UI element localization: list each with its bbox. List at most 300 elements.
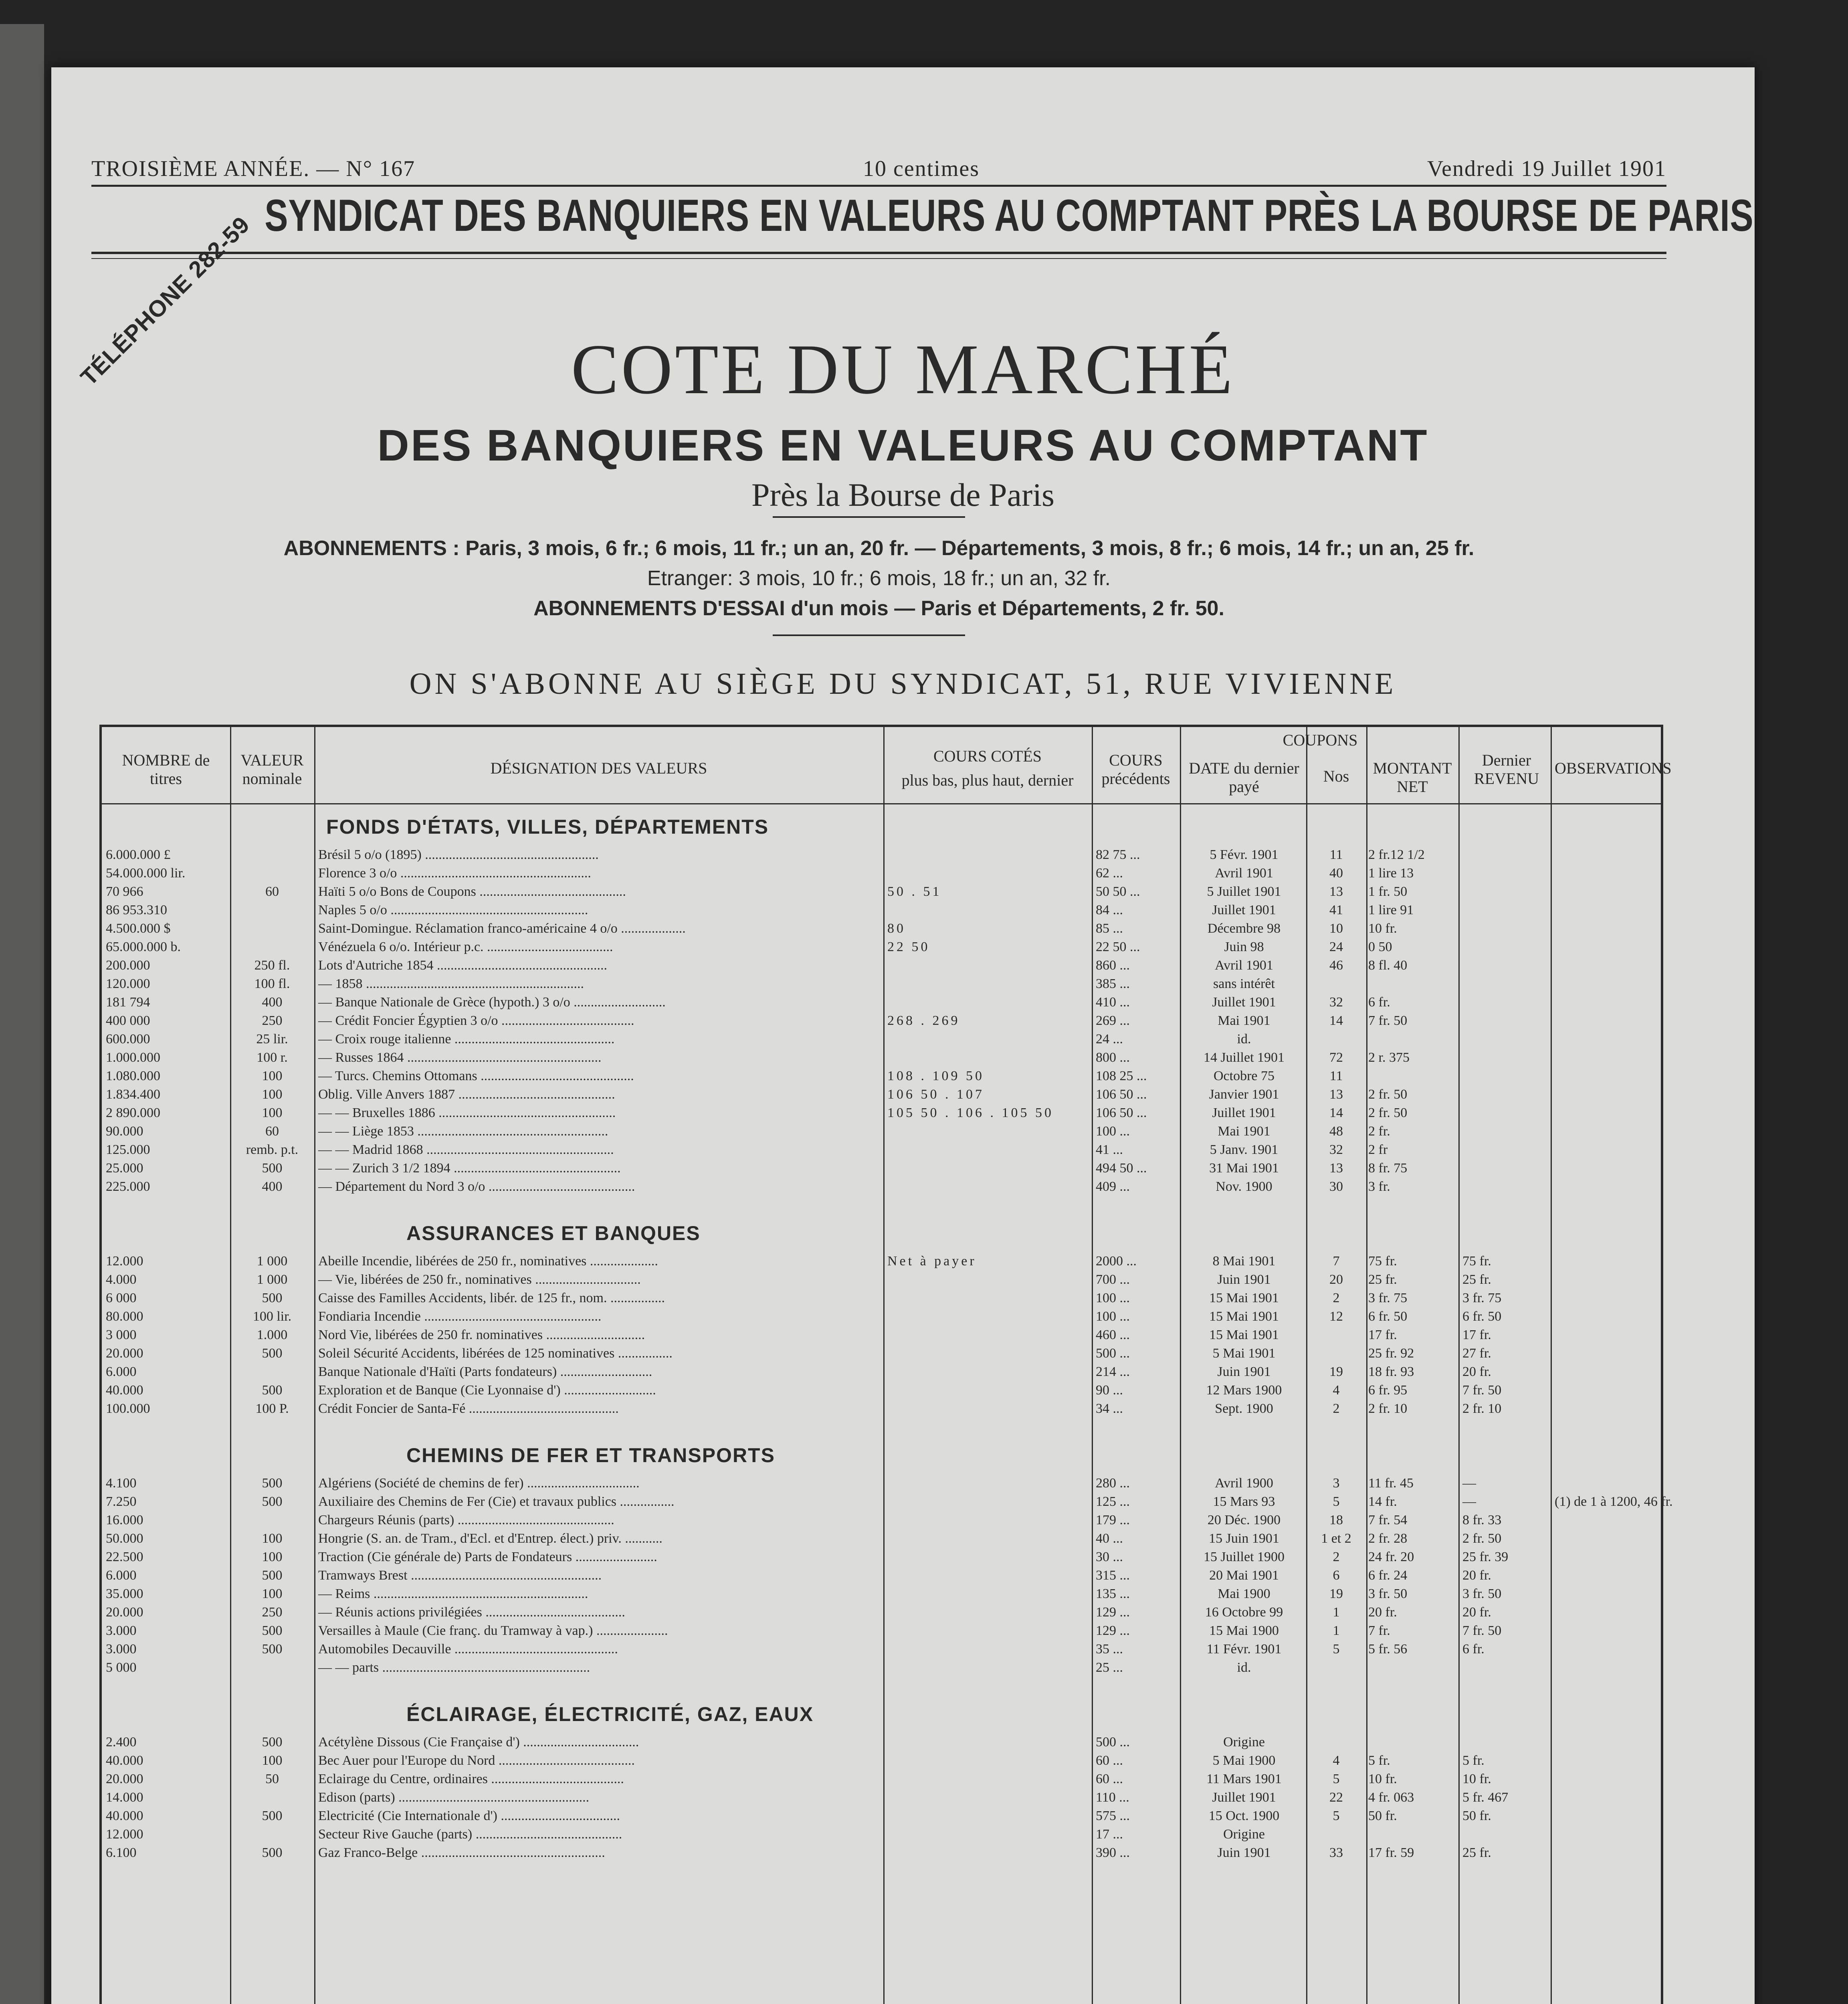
cell-d: — Banque Nationale de Grèce (hypoth.) 3 o/o ........................... xyxy=(318,995,666,1010)
cell-v: 100 xyxy=(262,1105,283,1120)
cell-n: 12.000 xyxy=(106,1827,143,1842)
cell-no: 2 xyxy=(1333,1549,1340,1564)
cell-n: 40.000 xyxy=(106,1383,143,1398)
cell-pr: 60 ... xyxy=(1096,1772,1123,1786)
cell-v: 500 xyxy=(262,1642,283,1657)
cell-mt: 0 50 xyxy=(1368,939,1392,954)
cell-d: Tramways Brest ........................................................ xyxy=(318,1568,602,1583)
col-coupons: COUPONS xyxy=(1282,731,1358,749)
table-row xyxy=(102,1032,1657,1047)
cell-no: 5 xyxy=(1333,1494,1340,1509)
cell-dt: Origine xyxy=(1223,1827,1265,1842)
cell-n: 4.100 xyxy=(106,1476,137,1491)
cell-no: 14 xyxy=(1329,1013,1343,1028)
cell-n: 4.500.000 $ xyxy=(106,921,171,936)
cell-v: 100 xyxy=(262,1549,283,1564)
cell-d: — Crédit Foncier Égyptien 3 o/o ....................................... xyxy=(318,1013,634,1028)
cell-no: 4 xyxy=(1333,1753,1340,1768)
cell-dt: 12 Mars 1900 xyxy=(1206,1383,1282,1398)
cell-n: 40.000 xyxy=(106,1808,143,1823)
cell-dt: Avril 1900 xyxy=(1215,1476,1273,1491)
cell-dt: 5 Mai 1900 xyxy=(1212,1753,1276,1768)
cell-rv: 20 fr. xyxy=(1462,1364,1491,1379)
price: 10 centimes xyxy=(863,156,980,181)
table-row xyxy=(102,903,1657,918)
cell-no: 19 xyxy=(1329,1364,1343,1379)
cell-mt: 2 r. 375 xyxy=(1368,1050,1410,1065)
cell-n: 181 794 xyxy=(106,995,150,1010)
cell-d: Saint-Domingue. Réclamation franco-américaine 4 o/o ................... xyxy=(318,921,686,936)
cell-n: 3.000 xyxy=(106,1642,137,1657)
cell-pr: 129 ... xyxy=(1096,1623,1130,1638)
cell-no: 5 xyxy=(1333,1808,1340,1823)
cell-mt: 4 fr. 063 xyxy=(1368,1790,1414,1805)
cell-mt: 3 fr. xyxy=(1368,1179,1390,1194)
cell-ob: (1) de 1 à 1200, 46 fr. xyxy=(1555,1494,1673,1509)
cell-rv: — xyxy=(1462,1476,1476,1491)
cell-mt: 6 fr. 95 xyxy=(1368,1383,1408,1398)
cell-n: 20.000 xyxy=(106,1605,143,1620)
cell-v: 100 P. xyxy=(255,1401,289,1416)
cell-co: 105 50 . 106 . 105 50 xyxy=(887,1105,1054,1120)
cell-n: 25.000 xyxy=(106,1161,143,1176)
cell-pr: 280 ... xyxy=(1096,1476,1130,1491)
cell-dt: 5 Janv. 1901 xyxy=(1210,1142,1278,1157)
cell-v: 1 000 xyxy=(256,1272,288,1287)
cell-mt: 50 fr. xyxy=(1368,1808,1397,1823)
cell-mt: 3 fr. 75 xyxy=(1368,1291,1408,1305)
cell-pr: 125 ... xyxy=(1096,1494,1130,1509)
cell-dt: Mai 1901 xyxy=(1218,1124,1270,1139)
page-edge xyxy=(0,24,44,2004)
page-subtitle: DES BANQUIERS EN VALEURS AU COMPTANT xyxy=(377,421,1429,470)
cell-n: 1.000.000 xyxy=(106,1050,160,1065)
cell-mt: 17 fr. 59 xyxy=(1368,1845,1414,1860)
cell-dt: 31 Mai 1901 xyxy=(1209,1161,1279,1176)
cell-d: Algériens (Société de chemins de fer) ................................. xyxy=(318,1476,640,1491)
cell-no: 5 xyxy=(1333,1772,1340,1786)
cell-dt: 14 Juillet 1901 xyxy=(1203,1050,1285,1065)
cell-d: Banque Nationale d'Haïti (Parts fondateurs) ........................... xyxy=(318,1364,652,1379)
cell-d: Lots d'Autriche 1854 .................................................. xyxy=(318,958,608,973)
cell-pr: 100 ... xyxy=(1096,1124,1130,1139)
cell-rv: 3 fr. 50 xyxy=(1462,1586,1502,1601)
cell-d: Florence 3 o/o ........................................................ xyxy=(318,866,591,881)
cell-v: 500 xyxy=(262,1845,283,1860)
abonnements-line-3: ABONNEMENTS D'ESSAI d'un mois — Paris et Départements, 2 fr. 50. xyxy=(533,597,1224,620)
cell-pr: 110 ... xyxy=(1096,1790,1129,1805)
cell-v: 500 xyxy=(262,1494,283,1509)
abonnements-line-1: ABONNEMENTS : Paris, 3 mois, 6 fr.; 6 mois, 11 fr.; un an, 20 fr. — Départements, 3 mois, 8 fr.; 6 mois, 14 fr.; un an, 25 fr. xyxy=(283,537,1474,560)
cell-no: 13 xyxy=(1329,1161,1343,1176)
cell-v: 400 xyxy=(262,995,283,1010)
title-rule xyxy=(773,516,965,518)
col-revenu: Dernier REVENU xyxy=(1474,751,1539,788)
cell-dt: 15 Oct. 1900 xyxy=(1208,1808,1280,1823)
cell-mt: 2 fr. 50 xyxy=(1368,1105,1408,1120)
col-designation: DÉSIGNATION DES VALEURS xyxy=(490,759,707,777)
cell-mt: 17 fr. xyxy=(1368,1327,1397,1342)
cell-v: 60 xyxy=(265,884,279,899)
cell-pr: 800 ... xyxy=(1096,1050,1130,1065)
cell-pr: 60 ... xyxy=(1096,1753,1123,1768)
cell-no: 5 xyxy=(1333,1642,1340,1657)
cell-n: 12.000 xyxy=(106,1254,143,1269)
cell-d: Auxiliaire des Chemins de Fer (Cie) et travaux publics ................ xyxy=(318,1494,675,1509)
cell-n: 2.400 xyxy=(106,1735,137,1749)
table-row xyxy=(102,1254,1657,1269)
cell-d: Secteur Rive Gauche (parts) ........................................... xyxy=(318,1827,622,1842)
cell-n: 6 000 xyxy=(106,1291,137,1305)
cell-n: 600.000 xyxy=(106,1032,150,1046)
table-row xyxy=(102,1772,1657,1787)
cell-no: 30 xyxy=(1329,1179,1343,1194)
cell-no: 1 xyxy=(1333,1605,1340,1620)
cell-pr: 700 ... xyxy=(1096,1272,1130,1287)
table-row xyxy=(102,1808,1657,1824)
cell-dt: 5 Juillet 1901 xyxy=(1207,884,1281,899)
cell-co: 268 . 269 xyxy=(887,1013,960,1028)
cell-mt: 11 fr. 45 xyxy=(1368,1476,1414,1491)
table-row xyxy=(102,1494,1673,1509)
abonnements-line-2: Etranger: 3 mois, 10 fr.; 6 mois, 18 fr.; un an, 32 fr. xyxy=(647,567,1111,590)
cell-no: 12 xyxy=(1329,1309,1343,1324)
cell-no: 7 xyxy=(1333,1254,1340,1269)
cell-d: Vénézuela 6 o/o. Intérieur p.c. ..................................... xyxy=(318,939,613,954)
cell-d: Versailles à Maule (Cie franç. du Tramway à vap.) ..................... xyxy=(318,1623,668,1638)
page-subtitle-2: Près la Bourse de Paris xyxy=(751,477,1055,513)
cell-rv: 25 fr. xyxy=(1462,1272,1491,1287)
cell-v: 500 xyxy=(262,1476,283,1491)
cell-d: — — Madrid 1868 ....................................................... xyxy=(318,1142,614,1157)
cell-co: Net à payer xyxy=(887,1254,977,1269)
cell-n: 1.834.400 xyxy=(106,1087,160,1102)
cell-pr: 62 ... xyxy=(1096,866,1123,881)
cell-rv: 50 fr. xyxy=(1462,1808,1491,1823)
cell-d: Oblig. Ville Anvers 1887 .............................................. xyxy=(318,1087,615,1102)
cell-dt: Juin 98 xyxy=(1224,939,1264,954)
table-row xyxy=(102,976,1657,992)
table-row xyxy=(102,1291,1657,1306)
cell-mt: 25 fr. 92 xyxy=(1368,1346,1414,1361)
section-title: CHEMINS DE FER ET TRANSPORTS xyxy=(406,1444,775,1467)
cell-n: 100.000 xyxy=(106,1401,150,1416)
cell-pr: 269 ... xyxy=(1096,1013,1130,1028)
cell-rv: 27 fr. xyxy=(1462,1346,1491,1361)
cell-pr: 35 ... xyxy=(1096,1642,1123,1657)
cell-mt: 10 fr. xyxy=(1368,921,1397,936)
siege-line: ON S'ABONNE AU SIÈGE DU SYNDICAT, 51, RUE VIVIENNE xyxy=(409,667,1397,701)
cell-dt: 5 Mai 1901 xyxy=(1212,1346,1276,1361)
table-row xyxy=(102,1549,1657,1565)
table-row xyxy=(102,1476,1657,1491)
cell-pr: 129 ... xyxy=(1096,1605,1130,1620)
cell-n: 400 000 xyxy=(106,1013,150,1028)
cell-dt: 11 Févr. 1901 xyxy=(1206,1642,1282,1657)
col-cours-sub: plus bas, plus haut, dernier xyxy=(901,771,1074,789)
cell-pr: 84 ... xyxy=(1096,903,1123,917)
cell-dt: 8 Mai 1901 xyxy=(1212,1254,1276,1269)
cell-pr: 179 ... xyxy=(1096,1513,1130,1527)
table-row xyxy=(102,1531,1657,1546)
cell-dt: 15 Juillet 1900 xyxy=(1203,1549,1285,1564)
col-observations: OBSERVATIONS xyxy=(1555,759,1672,777)
table-row xyxy=(102,1623,1657,1638)
cell-rv: 2 fr. 10 xyxy=(1462,1401,1502,1416)
cell-no: 13 xyxy=(1329,884,1343,899)
cell-n: 50.000 xyxy=(106,1531,143,1546)
cell-d: Edison (parts) ........................................................ xyxy=(318,1790,590,1805)
table-row xyxy=(102,1142,1657,1158)
cell-n: 125.000 xyxy=(106,1142,150,1157)
cell-no: 32 xyxy=(1329,995,1343,1010)
table-row xyxy=(102,1309,1657,1324)
cell-rv: 10 fr. xyxy=(1462,1772,1491,1786)
cell-rv: 20 fr. xyxy=(1462,1568,1491,1583)
cell-mt: 2 fr xyxy=(1368,1142,1388,1157)
cell-d: Exploration et de Banque (Cie Lyonnaise d') ........................... xyxy=(318,1383,656,1398)
masthead-line xyxy=(91,154,1666,187)
col-valeur: VALEUR nominale xyxy=(240,751,304,788)
section-title: ASSURANCES ET BANQUES xyxy=(406,1222,701,1244)
cell-dt: Avril 1901 xyxy=(1215,866,1273,881)
cell-v: 100 xyxy=(262,1531,283,1546)
cell-pr: 410 ... xyxy=(1096,995,1130,1010)
cell-rv: 6 fr. 50 xyxy=(1462,1309,1502,1324)
cell-rv: 5 fr. xyxy=(1462,1753,1484,1768)
cell-mt: 2 fr. xyxy=(1368,1124,1390,1139)
cell-dt: 15 Mai 1901 xyxy=(1209,1291,1279,1305)
cell-mt: 1 lire 91 xyxy=(1368,903,1414,917)
table-row xyxy=(102,939,1657,955)
cell-d: — Russes 1864 ......................................................... xyxy=(318,1050,602,1065)
cell-d: Naples 5 o/o .......................................................... xyxy=(318,903,588,917)
cell-dt: 20 Déc. 1900 xyxy=(1207,1513,1281,1527)
col-cours-precedents: COURS précédents xyxy=(1101,751,1170,788)
cell-no: 11 xyxy=(1329,847,1343,862)
table-row xyxy=(102,995,1657,1010)
cell-n: 80.000 xyxy=(106,1309,143,1324)
cell-no: 1 xyxy=(1333,1623,1340,1638)
cell-rv: 20 fr. xyxy=(1462,1605,1491,1620)
cell-d: — Reims ............................................................... xyxy=(318,1586,588,1601)
cell-dt: 15 Mai 1901 xyxy=(1209,1327,1279,1342)
cell-d: Fondiaria Incendie .................................................... xyxy=(318,1309,602,1324)
col-nombre: NOMBRE de titres xyxy=(122,751,210,788)
cell-dt: 15 Juin 1901 xyxy=(1209,1531,1279,1546)
cell-rv: 7 fr. 50 xyxy=(1462,1383,1502,1398)
cell-no: 14 xyxy=(1329,1105,1343,1120)
col-cours-cotes: COURS COTÉS xyxy=(933,747,1042,765)
cell-d: Automobiles Decauville ................................................ xyxy=(318,1642,618,1657)
cell-rv: — xyxy=(1462,1494,1476,1509)
cell-no: 3 xyxy=(1333,1476,1340,1491)
table-row xyxy=(102,1272,1657,1287)
table-row xyxy=(102,1364,1657,1380)
col-date: DATE du dernier payé xyxy=(1189,759,1299,796)
cell-d: Nord Vie, libérées de 250 fr. nominatives ............................. xyxy=(318,1327,645,1342)
cell-n: 90.000 xyxy=(106,1124,143,1139)
cell-d: Crédit Foncier de Santa-Fé ............................................ xyxy=(318,1401,619,1416)
cell-v: 100 xyxy=(262,1753,283,1768)
cell-n: 6.100 xyxy=(106,1845,137,1860)
table-row xyxy=(102,1827,1657,1842)
cell-d: Eclairage du Centre, ordinaires ....................................... xyxy=(318,1772,624,1786)
cell-d: Acétylène Dissous (Cie Française d') .................................. xyxy=(318,1735,639,1749)
cell-rv: 7 fr. 50 xyxy=(1462,1623,1502,1638)
cell-mt: 2 fr.12 1/2 xyxy=(1368,847,1425,862)
cell-mt: 7 fr. 54 xyxy=(1368,1513,1408,1527)
table-row xyxy=(102,1513,1657,1528)
cell-mt: 25 fr. xyxy=(1368,1272,1397,1287)
cell-pr: 82 75 ... xyxy=(1096,847,1140,862)
cell-v: 1 000 xyxy=(256,1254,288,1269)
cell-pr: 385 ... xyxy=(1096,976,1130,991)
cell-n: 35.000 xyxy=(106,1586,143,1601)
table-row xyxy=(102,884,1657,899)
cell-n: 16.000 xyxy=(106,1513,143,1527)
cell-dt: Juillet 1901 xyxy=(1212,1105,1276,1120)
cell-pr: 575 ... xyxy=(1096,1808,1130,1823)
cell-pr: 100 ... xyxy=(1096,1291,1130,1305)
cell-n: 5 000 xyxy=(106,1660,137,1675)
cell-mt: 1 fr. 50 xyxy=(1368,884,1408,899)
cell-n: 6.000.000 £ xyxy=(106,847,171,862)
page-title: COTE DU MARCHÉ xyxy=(571,329,1235,409)
cell-n: 3 000 xyxy=(106,1327,137,1342)
cell-dt: 15 Mars 93 xyxy=(1213,1494,1275,1509)
cell-pr: 90 ... xyxy=(1096,1383,1123,1398)
table-row xyxy=(102,1383,1657,1398)
cell-pr: 500 ... xyxy=(1096,1346,1130,1361)
cell-v: 500 xyxy=(262,1346,283,1361)
cell-d: — Turcs. Chemins Ottomans ............................................. xyxy=(318,1069,634,1083)
cell-rv: 2 fr. 50 xyxy=(1462,1531,1502,1546)
table-row xyxy=(102,1105,1657,1121)
table-row xyxy=(102,1179,1657,1194)
cell-d: Abeille Incendie, libérées de 250 fr., nominatives .................... xyxy=(318,1254,658,1269)
cell-d: Hongrie (S. an. de Tram., d'Ecl. et d'Entrep. élect.) priv. ........... xyxy=(318,1531,662,1546)
cell-d: — — Zurich 3 1/2 1894 ................................................. xyxy=(318,1161,621,1176)
table-row xyxy=(102,1845,1657,1861)
cell-v: 100 xyxy=(262,1586,283,1601)
cell-v: remb. p.t. xyxy=(246,1142,299,1157)
cell-dt: Avril 1901 xyxy=(1215,958,1273,973)
issue-date: Vendredi 19 Juillet 1901 xyxy=(1427,156,1666,181)
cell-no: 20 xyxy=(1329,1272,1343,1287)
cell-v: 500 xyxy=(262,1568,283,1583)
cell-n: 120.000 xyxy=(106,976,150,991)
cell-v: 100 r. xyxy=(256,1050,288,1065)
cell-no: 22 xyxy=(1329,1790,1343,1805)
table-row xyxy=(102,1586,1657,1602)
cell-v: 500 xyxy=(262,1383,283,1398)
cell-pr: 40 ... xyxy=(1096,1531,1123,1546)
issue-number: TROISIÈME ANNÉE. — N° 167 xyxy=(91,156,416,181)
cell-mt: 8 fl. 40 xyxy=(1368,958,1408,973)
table-row xyxy=(102,1568,1657,1583)
cell-mt: 7 fr. 50 xyxy=(1368,1013,1408,1028)
cell-pr: 41 ... xyxy=(1096,1142,1123,1157)
table-row xyxy=(102,1346,1657,1361)
cell-d: — Réunis actions privilégiées ......................................... xyxy=(318,1605,625,1620)
cell-co: 106 50 . 107 xyxy=(887,1087,984,1102)
cell-dt: Juin 1901 xyxy=(1217,1272,1271,1287)
cell-n: 20.000 xyxy=(106,1772,143,1786)
cell-n: 6.000 xyxy=(106,1568,137,1583)
cell-mt: 14 fr. xyxy=(1368,1494,1397,1509)
cell-no: 2 xyxy=(1333,1401,1340,1416)
cell-mt: 8 fr. 75 xyxy=(1368,1161,1408,1176)
cell-mt: 24 fr. 20 xyxy=(1368,1549,1414,1564)
cell-dt: id. xyxy=(1237,1660,1251,1675)
table-row xyxy=(102,1327,1657,1343)
cell-pr: 106 50 ... xyxy=(1096,1105,1147,1120)
cell-n: 1.080.000 xyxy=(106,1069,160,1083)
col-nos: Nos xyxy=(1323,767,1349,785)
cell-v: 25 lir. xyxy=(256,1032,288,1046)
cell-no: 40 xyxy=(1329,866,1343,881)
cell-dt: id. xyxy=(1237,1032,1251,1046)
cell-d: Gaz Franco-Belge ...................................................... xyxy=(318,1845,605,1860)
cell-dt: 15 Mai 1901 xyxy=(1209,1309,1279,1324)
cell-mt: 2 fr. 50 xyxy=(1368,1087,1408,1102)
section-title: FONDS D'ÉTATS, VILLES, DÉPARTEMENTS xyxy=(326,816,769,838)
cell-pr: 100 ... xyxy=(1096,1309,1130,1324)
cell-mt: 75 fr. xyxy=(1368,1254,1397,1269)
cell-pr: 85 ... xyxy=(1096,921,1123,936)
table-row xyxy=(102,1660,1657,1675)
cell-v: 1.000 xyxy=(256,1327,288,1342)
cell-pr: 135 ... xyxy=(1096,1586,1130,1601)
table-row xyxy=(102,1642,1657,1657)
cell-pr: 24 ... xyxy=(1096,1032,1123,1046)
cell-no: 18 xyxy=(1329,1513,1343,1527)
cell-dt: Juillet 1901 xyxy=(1212,1790,1276,1805)
cell-no: 72 xyxy=(1329,1050,1343,1065)
cell-n: 70 966 xyxy=(106,884,143,899)
cell-no: 19 xyxy=(1329,1586,1343,1601)
cell-n: 7.250 xyxy=(106,1494,137,1509)
cell-no: 46 xyxy=(1329,958,1343,973)
cell-co: 108 . 109 50 xyxy=(887,1069,984,1083)
cell-mt: 1 lire 13 xyxy=(1368,866,1414,881)
cell-v: 500 xyxy=(262,1735,283,1749)
cell-d: Electricité (Cie Internationale d') ................................... xyxy=(318,1808,620,1823)
cell-mt: 6 fr. 24 xyxy=(1368,1568,1408,1583)
cell-no: 1 et 2 xyxy=(1321,1531,1351,1546)
cell-dt: 20 Mai 1901 xyxy=(1209,1568,1279,1583)
cell-dt: sans intérêt xyxy=(1213,976,1275,991)
cell-pr: 460 ... xyxy=(1096,1327,1130,1342)
cell-v: 100 xyxy=(262,1069,283,1083)
cell-no: 24 xyxy=(1329,939,1343,954)
cell-no: 32 xyxy=(1329,1142,1343,1157)
cell-dt: 11 Mars 1901 xyxy=(1206,1772,1282,1786)
cell-no: 4 xyxy=(1333,1383,1340,1398)
cell-dt: 5 Févr. 1901 xyxy=(1210,847,1278,862)
cell-v: 100 xyxy=(262,1087,283,1102)
table-row xyxy=(102,1735,1657,1750)
table-row xyxy=(102,921,1657,936)
cell-d: Brésil 5 o/o (1895) ................................................... xyxy=(318,847,599,862)
cell-rv: 3 fr. 75 xyxy=(1462,1291,1502,1305)
cell-rv: 6 fr. xyxy=(1462,1642,1484,1657)
cell-mt: 20 fr. xyxy=(1368,1605,1397,1620)
cell-d: — 1858 ................................................................ xyxy=(318,976,584,991)
cell-pr: 50 50 ... xyxy=(1096,884,1140,899)
cell-dt: Décembre 98 xyxy=(1207,921,1281,936)
